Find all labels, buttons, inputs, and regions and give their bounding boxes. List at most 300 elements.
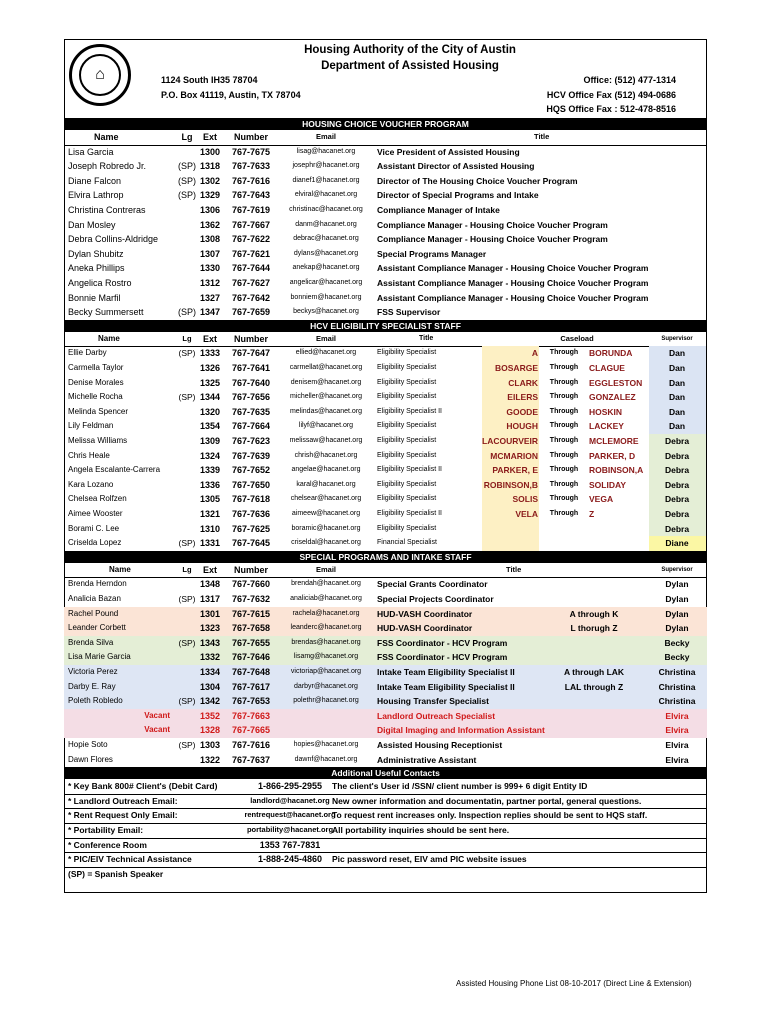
staff-row	[64, 361, 707, 376]
extension: 1309	[199, 436, 221, 446]
extension: 1312	[199, 278, 221, 288]
contact-row	[64, 779, 707, 794]
direct-number: 767-7660	[231, 579, 271, 590]
supervisor-name: Debra	[664, 523, 690, 534]
extension: 1339	[199, 465, 221, 476]
staff-row	[64, 492, 707, 507]
extension: 1334	[199, 667, 221, 677]
direct-number: 767-7643	[231, 190, 271, 201]
language-tag: (SP)	[178, 348, 196, 359]
staff-title: Eligibility Specialist	[377, 437, 437, 444]
contact-description: New owner information and documentatin, partner portal, general questions.	[332, 795, 642, 806]
caseload-to: CLAGUE	[589, 363, 625, 373]
office-phone: Office: (512) 477-1314	[583, 75, 676, 85]
supervisor-name: Dylan	[665, 623, 689, 634]
staff-name: Melissa Williams	[68, 436, 128, 445]
supervisor-name: Dan	[668, 421, 686, 432]
hqs-fax: HQS Office Fax : 512-478-8516	[546, 104, 676, 114]
caseload-from: ROBINSON,B	[483, 479, 538, 490]
direct-number: 767-7645	[231, 538, 271, 549]
caseload-to: MCLEMORE	[589, 436, 639, 446]
supervisor-name: Debra	[664, 509, 690, 519]
supervisor-name: Dylan	[665, 579, 689, 590]
staff-title: Vice President of Assisted Housing	[377, 146, 520, 157]
staff-title: Eligibility Specialist II	[377, 407, 442, 415]
extension: 1325	[199, 377, 221, 388]
staff-name: Rachel Pound	[68, 608, 119, 618]
staff-email: leanderc@hacanet.org	[290, 624, 362, 632]
seal-house-icon: ⌂	[79, 54, 121, 96]
caseload-through: Through	[549, 349, 579, 357]
supervisor-name: Dan	[668, 377, 686, 388]
staff-title: Director of Special Programs and Intake	[377, 190, 539, 201]
staff-name: Melinda Spencer	[68, 406, 129, 416]
section3-header-row	[64, 563, 707, 578]
staff-name: Michelle Rocha	[68, 392, 123, 402]
staff-name: Christina Contreras	[68, 205, 146, 215]
caseload-to: PARKER, D	[589, 450, 636, 461]
contact-label: * Portability Email:	[68, 825, 144, 835]
extension: 1300	[199, 146, 221, 157]
staff-row	[64, 536, 707, 551]
extension: 1308	[199, 234, 221, 245]
direct-number: 767-7656	[231, 392, 271, 403]
staff-email: hopies@hacanet.org	[293, 741, 359, 748]
direct-number: 767-7640	[231, 377, 271, 388]
staff-row	[64, 694, 707, 709]
language-tag: (SP)	[178, 392, 196, 403]
extension: 1330	[199, 263, 221, 274]
direct-number: 767-7667	[231, 219, 271, 230]
extension: 1333	[199, 348, 221, 359]
address-line-2: P.O. Box 41119, Austin, TX 78704	[161, 90, 301, 100]
staff-row	[64, 650, 707, 665]
caseload-from: A	[531, 348, 538, 359]
supervisor-name: Christina	[658, 667, 696, 677]
staff-email: denisem@hacanet.org	[290, 378, 362, 386]
supervisor-name: Diane	[665, 538, 689, 549]
staff-row	[64, 188, 707, 203]
staff-name: Chelsea Rolfzen	[68, 494, 127, 504]
caseload-from: VELA	[515, 509, 538, 519]
contact-value: rentrequest@hacanet.org	[244, 810, 336, 820]
staff-email: danm@hacanet.org	[295, 220, 357, 228]
caseload-from: SOLIS	[512, 494, 538, 505]
staff-row	[64, 346, 707, 361]
staff-title: Intake Team Eligibility Specialist II	[377, 681, 515, 692]
contact-description: All portability inquiries should be sent here.	[332, 825, 510, 835]
staff-email: melindas@hacanet.org	[289, 407, 363, 415]
header-lg: Lg	[181, 132, 193, 142]
supervisor-name: Becky	[664, 637, 690, 648]
header-name: Name	[109, 564, 131, 574]
staff-name: Aimee Wooster	[68, 509, 123, 518]
extension: 1336	[199, 479, 221, 490]
direct-number: 767-7665	[231, 725, 271, 736]
extension: 1327	[199, 292, 221, 303]
staff-name: Ellie Darby	[68, 348, 107, 358]
contact-description: The client's User id /SSN/ client number is 999+ 6 digit Entity ID	[332, 781, 588, 792]
section1-header-row	[64, 130, 707, 145]
extension: 1324	[199, 450, 221, 461]
contact-value: portability@hacanet.org	[246, 825, 334, 834]
staff-title: Housing Transfer Specialist	[377, 696, 489, 707]
staff-row	[64, 607, 707, 622]
staff-title: Digital Imaging and Information Assistant	[377, 725, 545, 736]
staff-name: Poleth Robledo	[68, 696, 123, 706]
contact-row	[64, 867, 707, 882]
extension: 1328	[199, 725, 221, 736]
caseload-through: Through	[549, 364, 579, 371]
extension: 1302	[199, 175, 221, 186]
staff-row	[64, 174, 707, 189]
staff-row	[64, 753, 707, 768]
extension: 1344	[199, 392, 221, 403]
section2-header-row	[64, 332, 707, 347]
direct-number: 767-7655	[231, 637, 271, 648]
header-name: Name	[94, 132, 119, 142]
extension: 1310	[199, 523, 221, 534]
header-lg: Lg	[182, 333, 192, 343]
extension: 1354	[199, 421, 221, 432]
contact-label: * Landlord Outreach Email:	[68, 795, 178, 806]
extension: 1320	[199, 406, 221, 417]
staff-row	[64, 145, 707, 160]
caseload-to: ROBINSON,A	[589, 465, 644, 476]
staff-email: brendas@hacanet.org	[291, 638, 361, 646]
staff-row	[64, 463, 707, 478]
staff-name: Denise Morales	[68, 377, 124, 387]
header-supervisor: Supervisor	[661, 566, 693, 573]
staff-row	[64, 592, 707, 607]
contact-row	[64, 808, 707, 823]
caseload-through: Through	[549, 495, 579, 503]
direct-number: 767-7627	[231, 278, 271, 288]
direct-number: 767-7648	[231, 667, 271, 677]
supervisor-name: Dylan	[665, 608, 689, 619]
staff-title: Special Programs Manager	[377, 248, 487, 259]
extension: 1303	[199, 740, 221, 750]
direct-number: 767-7658	[231, 623, 271, 634]
direct-number: 767-7619	[231, 205, 271, 215]
supervisor-name: Debra	[664, 479, 690, 490]
staff-email: beckys@hacanet.org	[293, 308, 359, 316]
direct-number: 767-7632	[231, 594, 271, 604]
section-bar-special-programs: SPECIAL PROGRAMS AND INTAKE STAFF	[64, 551, 707, 563]
supervisor-name: Dan	[668, 348, 686, 359]
supervisor-name: Dylan	[665, 594, 689, 604]
supervisor-name: Dan	[668, 363, 686, 373]
staff-title: Compliance Manager - Housing Choice Voucher Program	[377, 234, 608, 245]
staff-title: Compliance Manager - Housing Choice Voucher Program	[377, 219, 608, 230]
staff-title: HUD-VASH Coordinator	[377, 608, 473, 619]
caseload-from: PARKER, E	[492, 465, 538, 476]
staff-title: Eligibility Specialist	[377, 480, 437, 488]
staff-name: Becky Summersett	[68, 307, 144, 318]
direct-number: 767-7647	[231, 348, 271, 359]
staff-email: lisag@hacanet.org	[296, 147, 356, 155]
extension: 1322	[199, 754, 221, 765]
staff-row	[64, 276, 707, 291]
contact-row	[64, 852, 707, 867]
header-title: Title	[419, 334, 434, 342]
direct-number: 767-7621	[231, 248, 271, 259]
supervisor-name: Christina	[658, 696, 696, 707]
header-title: Title	[506, 564, 522, 574]
staff-title: FSS Coordinator - HCV Program	[377, 637, 508, 648]
contact-description: Pic password reset, EIV amd PIC website issues	[332, 854, 527, 865]
staff-title: FSS Coordinator - HCV Program	[377, 652, 508, 663]
staff-title: Director of The Housing Choice Voucher Program	[377, 175, 578, 186]
address-line-1: 1124 South IH35 78704	[161, 75, 258, 85]
staff-title: Intake Team Eligibility Specialist II	[377, 667, 515, 677]
staff-name: Victoria Perez	[68, 667, 118, 676]
caseload-range: L thorugh Z	[570, 623, 618, 634]
contact-label: (SP) = Spanish Speaker	[68, 868, 164, 879]
caseload-to: HOSKIN	[589, 406, 623, 417]
staff-name: Vacant	[144, 710, 170, 720]
staff-name: Diane Falcon	[68, 175, 122, 186]
staff-email: boramic@hacanet.org	[291, 524, 361, 532]
caseload-to: LACKEY	[589, 421, 624, 432]
title-line-2: Department of Assisted Housing	[321, 60, 499, 72]
caseload-to: SOLIDAY	[589, 479, 627, 490]
staff-email: analiciab@hacanet.org	[290, 595, 362, 602]
direct-number: 767-7635	[231, 406, 271, 417]
staff-name: Darby E. Ray	[68, 681, 116, 691]
caseload-range: A through LAK	[563, 667, 625, 677]
direct-number: 767-7675	[231, 146, 271, 157]
extension: 1307	[199, 248, 221, 259]
staff-email: dylans@hacanet.org	[293, 249, 359, 257]
staff-row	[64, 247, 707, 262]
hcv-fax: HCV Office Fax (512) 494-0686	[546, 90, 676, 100]
header-email: Email	[315, 564, 336, 574]
staff-name: Joseph Robredo Jr.	[68, 161, 147, 172]
staff-row	[64, 203, 707, 218]
section-bar-useful-contacts: Additional Useful Contacts	[64, 767, 707, 779]
language-tag: (SP)	[178, 175, 196, 186]
staff-name: Angelica Rostro	[68, 278, 132, 288]
staff-email: darbyr@hacanet.org	[294, 682, 358, 690]
staff-email: angelae@hacanet.org	[291, 466, 361, 474]
extension: 1317	[199, 594, 221, 604]
extension: 1331	[199, 538, 221, 549]
staff-name: Chris Heale	[68, 450, 110, 460]
extension: 1304	[199, 681, 221, 692]
staff-row	[64, 218, 707, 233]
staff-name: Bonnie Marfil	[68, 292, 121, 303]
staff-email: dawnf@hacanet.org	[294, 755, 358, 763]
direct-number: 767-7622	[231, 234, 271, 245]
caseload-through: Through	[549, 451, 579, 459]
staff-name: Leander Corbett	[68, 623, 126, 633]
contact-description: To request rent increases only. Inspection replies should be sent to HQS staff.	[332, 810, 648, 821]
staff-title: Assistant Compliance Manager - Housing Choice Voucher Program	[377, 263, 649, 274]
staff-name: Kara Lozano	[68, 479, 114, 489]
direct-number: 767-7618	[231, 494, 271, 505]
supervisor-name: Elvira	[665, 725, 689, 736]
staff-email: chrish@hacanet.org	[294, 451, 358, 459]
contact-row	[64, 838, 707, 853]
staff-row	[64, 738, 707, 753]
language-tag: (SP)	[178, 190, 196, 201]
caseload-from: CLARK	[508, 377, 538, 388]
supervisor-name: Elvira	[665, 710, 689, 721]
staff-row	[64, 434, 707, 449]
staff-name: Vacant	[144, 725, 170, 735]
supervisor-name: Elvira	[665, 740, 689, 750]
direct-number: 767-7636	[231, 509, 271, 519]
cell-highlight	[482, 522, 539, 537]
staff-email: bonniem@hacanet.org	[290, 293, 362, 301]
staff-name: Aneka Phillips	[68, 263, 125, 274]
staff-title: Eligibility Specialist	[377, 422, 437, 430]
staff-name: Dan Mosley	[68, 219, 116, 230]
caseload-through: Through	[549, 510, 579, 517]
staff-email: lilyf@hacanet.org	[298, 422, 354, 430]
header-number: Number	[233, 132, 268, 142]
direct-number: 767-7641	[231, 363, 271, 373]
staff-title: Eligibility Specialist II	[377, 510, 442, 517]
staff-email: debrac@hacanet.org	[293, 235, 359, 243]
extension: 1342	[199, 696, 221, 707]
page-title	[130, 42, 690, 74]
caseload-through: Through	[549, 437, 579, 444]
language-tag: (SP)	[178, 538, 196, 549]
cell-highlight	[482, 536, 539, 551]
title-line-1: Housing Authority of the City of Austin	[304, 44, 516, 56]
staff-row	[64, 636, 707, 651]
caseload-through: Through	[549, 422, 579, 430]
direct-number: 767-7625	[231, 523, 271, 534]
staff-name: Brenda Herndon	[68, 579, 127, 589]
language-tag: (SP)	[178, 307, 196, 318]
staff-row	[64, 261, 707, 276]
caseload-from: GOODE	[506, 406, 538, 417]
caseload-from: BOSARGE	[495, 363, 538, 373]
caseload-to: EGGLESTON	[589, 377, 643, 388]
staff-title: Eligibility Specialist	[377, 393, 437, 401]
extension: 1306	[199, 205, 221, 215]
staff-title: Eligibility Specialist	[377, 378, 437, 386]
contact-value: 1-888-245-4860	[257, 854, 323, 865]
staff-row	[64, 621, 707, 636]
caseload-to: BORUNDA	[589, 348, 633, 359]
caseload-through: Through	[549, 466, 579, 474]
staff-row	[64, 577, 707, 592]
extension: 1343	[199, 637, 221, 648]
extension: 1352	[199, 710, 221, 721]
staff-row	[64, 478, 707, 493]
contact-label: * Key Bank 800# Client's (Debit Card)	[68, 781, 218, 792]
caseload-to: GONZALEZ	[589, 392, 636, 403]
direct-number: 767-7663	[231, 710, 271, 721]
header-name: Name	[98, 333, 120, 343]
direct-number: 767-7650	[231, 479, 271, 490]
staff-row	[64, 507, 707, 522]
staff-row	[64, 680, 707, 695]
language-tag: (SP)	[178, 740, 196, 750]
staff-name: Debra Collins-Aldridge	[68, 234, 159, 245]
direct-number: 767-7623	[231, 436, 271, 446]
staff-name: Lisa Marie Garcia	[68, 652, 131, 662]
staff-name: Angela Escalante-Carrera	[68, 465, 161, 475]
staff-title: Assistant Director of Assisted Housing	[377, 161, 535, 172]
direct-number: 767-7616	[231, 740, 271, 750]
staff-email: lisamg@hacanet.org	[293, 653, 359, 661]
supervisor-name: Debra	[664, 494, 690, 505]
direct-number: 767-7646	[231, 652, 271, 663]
staff-row	[64, 305, 707, 320]
staff-row	[64, 665, 707, 680]
header-supervisor: Supervisor	[661, 335, 693, 342]
direct-number: 767-7637	[231, 754, 271, 765]
staff-row	[64, 291, 707, 306]
caseload-from: LACOURVEIR	[482, 436, 539, 446]
staff-title: Administrative Assistant	[377, 754, 477, 765]
supervisor-name: Debra	[664, 436, 690, 446]
supervisor-name: Dan	[668, 392, 686, 403]
direct-number: 767-7615	[231, 608, 271, 619]
staff-title: HUD-VASH Coordinator	[377, 623, 473, 634]
header-lg: Lg	[182, 564, 192, 574]
staff-title: Special Projects Coordinator	[377, 594, 494, 604]
staff-title: Landlord Outreach Specialist	[377, 710, 496, 721]
staff-name: Criselda Lopez	[68, 538, 122, 548]
staff-title: Compliance Manager of Intake	[377, 205, 500, 215]
staff-title: Assistant Compliance Manager - Housing Choice Voucher Program	[377, 292, 649, 303]
section-bar-eligibility-staff: HCV ELIGIBILITY SPECIALIST STAFF	[64, 320, 707, 332]
staff-row	[64, 376, 707, 391]
header-email: Email	[315, 132, 336, 141]
extension: 1326	[199, 363, 221, 373]
staff-name: Borami C. Lee	[68, 523, 120, 533]
housing-authority-seal	[69, 44, 131, 106]
staff-row	[64, 723, 707, 738]
staff-row	[64, 419, 707, 434]
supervisor-name: Becky	[664, 652, 690, 663]
staff-title: Special Grants Coordinator	[377, 579, 488, 590]
staff-title: Eligibility Specialist	[377, 364, 437, 371]
staff-row	[64, 709, 707, 724]
contact-label: * Rent Request Only Email:	[68, 810, 178, 821]
extension: 1329	[199, 190, 221, 201]
caseload-from: HOUGH	[506, 421, 538, 432]
contact-value: landlord@hacanet.org	[250, 795, 330, 805]
staff-email: dianef1@hacanet.org	[292, 176, 360, 184]
staff-title: Eligibility Specialist	[377, 451, 437, 459]
staff-email: anekap@hacanet.org	[292, 264, 360, 272]
staff-name: Carmella Taylor	[68, 363, 124, 372]
header-ext: Ext	[202, 132, 217, 142]
header-ext: Ext	[202, 564, 217, 575]
staff-email: elviral@hacanet.org	[294, 191, 358, 199]
staff-email: karal@hacanet.org	[296, 480, 356, 488]
staff-email: ellied@hacanet.org	[295, 349, 357, 357]
extension: 1362	[199, 219, 221, 230]
staff-name: Elvira Lathrop	[68, 190, 124, 201]
direct-number: 767-7639	[231, 450, 271, 461]
caseload-from: MCMARION	[490, 450, 538, 461]
staff-row	[64, 405, 707, 420]
supervisor-name: Debra	[664, 465, 690, 476]
footer-note: Assisted Housing Phone List 08-10-2017 (Direct Line & Extension)	[456, 979, 692, 988]
staff-email: melissaw@hacanet.org	[289, 437, 363, 444]
staff-name: Lily Feldman	[68, 421, 114, 431]
direct-number: 767-7664	[231, 421, 271, 432]
staff-email: brendah@hacanet.org	[291, 580, 361, 588]
